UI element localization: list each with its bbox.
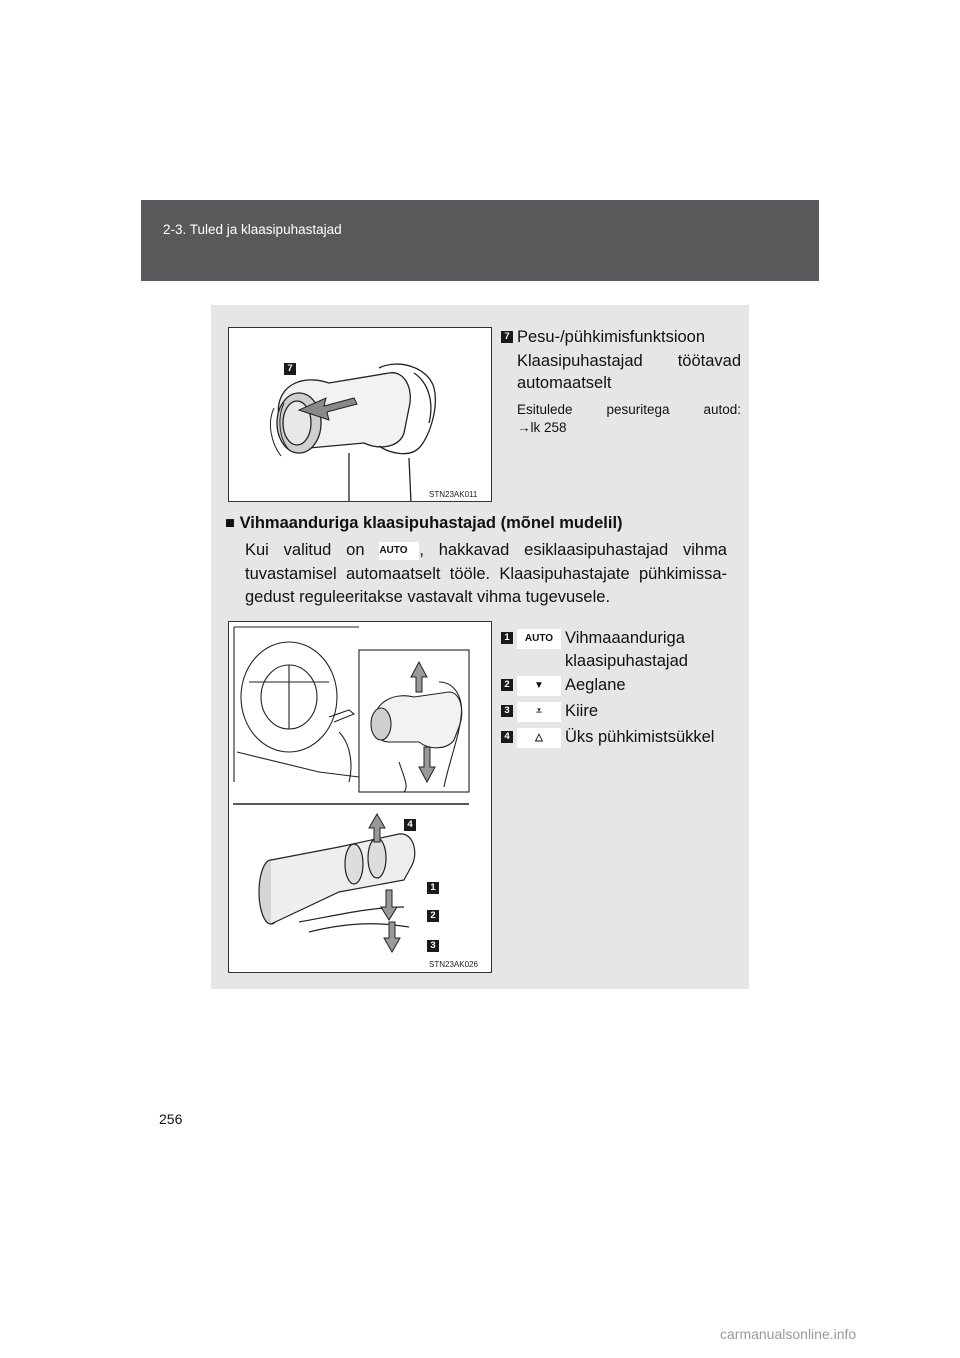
item-number: 1 [501,632,513,644]
content-panel [211,305,749,989]
item-label: Üks pühkimistsükkel [565,728,715,746]
item-number: 4 [501,731,513,743]
callout-2: 2 [427,910,439,922]
figure-wiper-washer [228,327,492,502]
up-arrow-icon: △ [517,728,561,748]
list-item [501,700,741,726]
rain-sensor-lever-illustration [229,622,492,973]
item-7-number: 7 [501,331,513,343]
single-down-arrow-icon: ▼ [517,676,561,696]
figure-rain-sensor-wipers [228,621,492,973]
callout-4: 4 [404,819,416,831]
list-item [501,627,741,675]
item-7-desc-line2: automaatselt [517,374,612,392]
double-down-arrow-icon: ⩡ [517,702,561,722]
section-header [141,200,819,281]
section-heading [225,514,623,533]
figure-code: STN23AK011 [429,490,478,499]
section-title: 2-3. Tuled ja klaasipuhastajad [163,222,342,237]
item-7-desc-line1: Klaasipuhastajad töötavad [517,352,741,370]
watermark: carmanualsonline.info [720,1326,857,1342]
list-item [501,726,741,752]
paragraph-line1 [245,539,727,562]
page-number: 256 [159,1111,183,1127]
figure-code: STN23AK026 [429,960,478,969]
list-item [501,674,741,700]
paragraph-post: , hakkavad esiklaasipuhastajad vihma [419,541,727,559]
item-7-note-line1: Esitulede pesuritega autod: [517,402,741,417]
bullet-square-icon: ■ [225,514,235,532]
callout-3: 3 [427,940,439,952]
item-7-title: Pesu-/pühkimisfunktsioon [517,328,706,346]
paragraph-line3: gedust reguleeritakse vastavalt vihma tugevusele. [245,588,611,606]
wiper-lever-illustration [229,328,492,502]
paragraph-pre: Kui valitud on [245,541,365,559]
auto-icon: AUTO [517,629,561,649]
item-number: 2 [501,679,513,691]
item-label: Aeglane [565,676,626,694]
item-7-note-line2: →lk 258 [517,420,567,435]
paragraph-line2: tuvastamisel automaatselt tööle. Klaasipuhastajate pühkimissa- [245,565,727,583]
item-label: Vihmaaanduriga [565,629,685,647]
callout-1: 1 [427,882,439,894]
callout-7: 7 [284,363,296,375]
section-heading-text: Vihmaanduriga klaasipuhastajad (mõnel mudelil) [239,514,623,532]
item-label: Kiire [565,702,599,720]
item-label: klaasipuhastajad [565,652,688,670]
auto-icon: AUTO [379,542,419,560]
item-number: 3 [501,705,513,717]
